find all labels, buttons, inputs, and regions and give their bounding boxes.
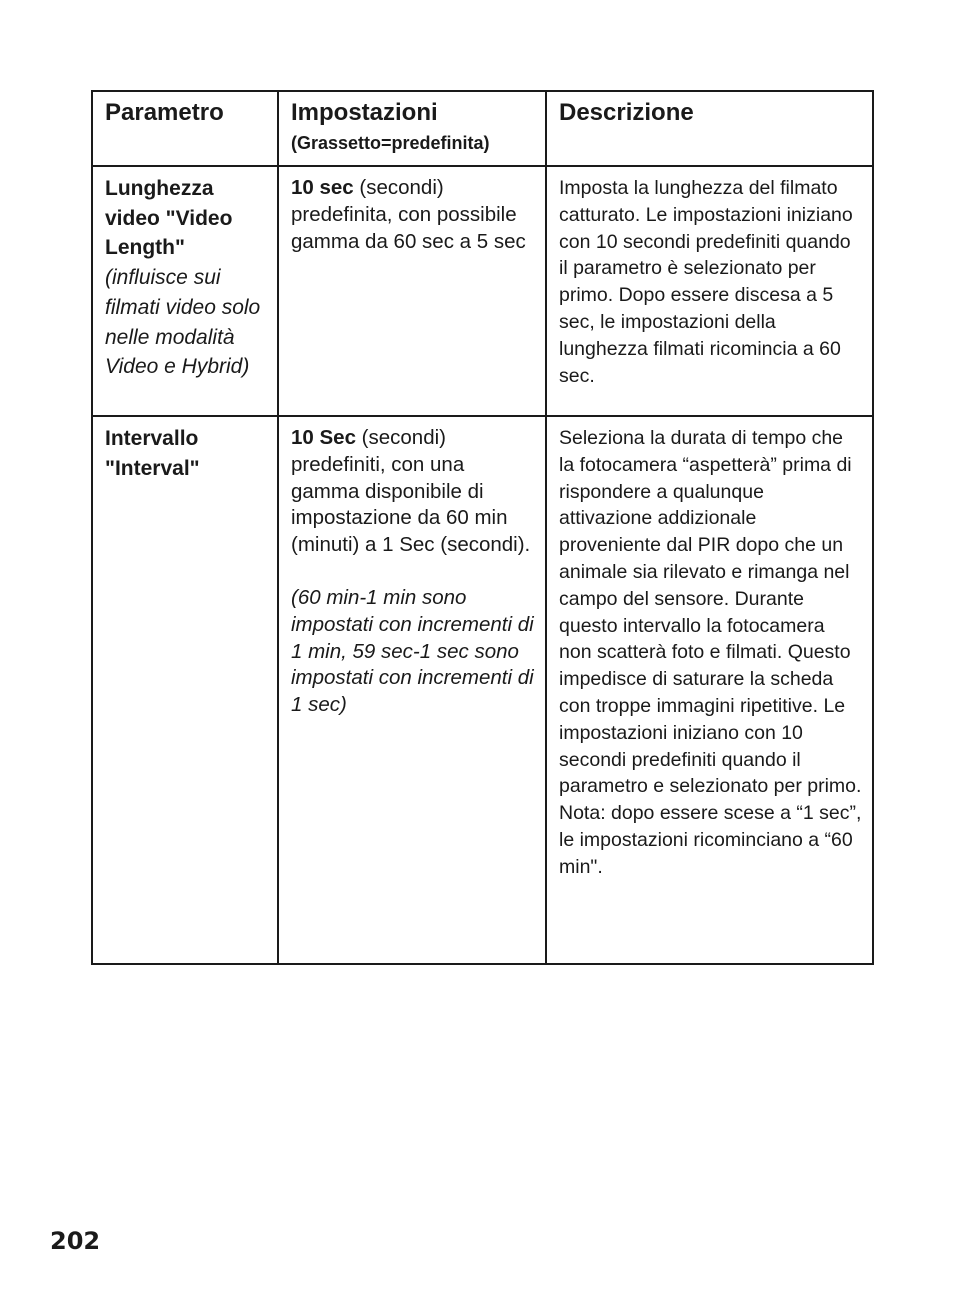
setting-text: (secondi) predefiniti, con una gamma disponibile di impostazione da 60 min (minuti) a 1 Sec (secondi). bbox=[291, 426, 531, 557]
param-cell bbox=[92, 416, 278, 964]
param-note: (influisce sui filmati video solo nelle modalità Video e Hybrid) bbox=[105, 266, 261, 379]
header-parametro: Parametro bbox=[92, 91, 278, 166]
setting-cell bbox=[278, 416, 546, 964]
header-descrizione: Descrizione bbox=[546, 91, 873, 166]
header-impostazioni bbox=[278, 91, 546, 166]
header-impostazioni-sub: (Grassetto=predefinita) bbox=[291, 133, 490, 153]
setting-default: 10 Sec bbox=[291, 426, 356, 449]
header-impostazioni-label: Impostazioni bbox=[291, 99, 438, 126]
param-cell bbox=[92, 166, 278, 416]
param-name: Intervallo "Interval" bbox=[105, 427, 200, 480]
setting-note: (60 min-1 min sono impostati con incrementi di 1 min, 59 sec-1 sec sono impostati con incrementi di 1 sec) bbox=[291, 585, 534, 717]
page-number: 202 bbox=[50, 1227, 101, 1255]
table-header-row bbox=[92, 91, 873, 166]
setting-default: 10 sec bbox=[291, 176, 354, 199]
description-cell: Imposta la lunghezza del filmato catturato. Le impostazioni iniziano con 10 secondi predefiniti quando il parametro è selezionato per primo. Dopo essere discesa a 5 sec, le impostazioni della lunghezza filmati ricomincia a 60 sec. bbox=[546, 166, 873, 416]
description-cell: Seleziona la durata di tempo che la fotocamera “aspetterà” prima di rispondere a qualunque attivazione addizionale proveniente dal PIR dopo che un animale sia rilevato e rimanga nel campo del sensore. Durante questo intervallo la fotocamera non scatterà foto e filmati. Questo impedisce di saturare la scheda con troppe immagini ripetitive. Le impostazioni iniziano con 10 secondi predefiniti quando il parametro e selezionato per primo. Nota: dopo essere scese a “1 sec”, le impostazioni ricominciano a “60 min". bbox=[546, 416, 873, 964]
table-row bbox=[92, 166, 873, 416]
table-row bbox=[92, 416, 873, 964]
param-name: Lunghezza video "Video Length" bbox=[105, 177, 233, 260]
setting-cell bbox=[278, 166, 546, 416]
setting-text: (secondi) predefinita, con possibile gamma da 60 sec a 5 sec bbox=[291, 176, 526, 253]
settings-table bbox=[91, 90, 874, 965]
